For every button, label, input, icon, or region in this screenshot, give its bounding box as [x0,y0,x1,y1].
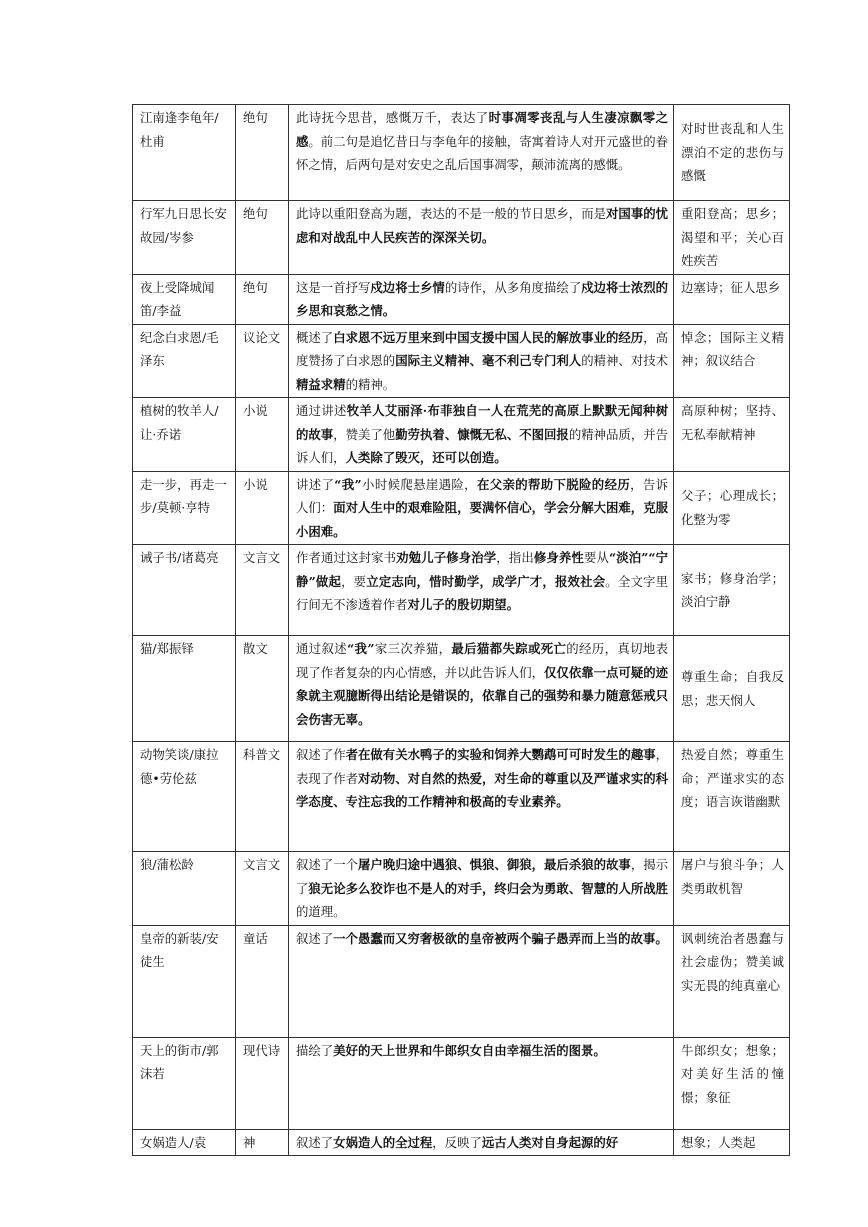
genre-cell: 文言文 [236,852,289,926]
themes-cell: 对时世丧乱和人生漂泊不定的悲伤与感慨 [674,105,790,201]
summary-bold-text: 对国事的忧虑和对战乱中人民疾苦的深深关切。 [296,206,669,245]
summary-bold-text: 一个愚蠢而又穷奢极欲的皇帝被两个骗子愚弄而上当的故事。 [333,930,668,946]
summary-cell [289,852,674,926]
summary-text: ，高度赞扬了白求恩的 [296,329,669,368]
summary-text: 此诗抚今思昔，感慨万千，表达了 [296,110,489,125]
themes-cell: 尊重生命；自我反思；悲天悯人 [674,636,790,742]
summary-bold-text: “我” [347,641,375,656]
genre-cell: 小说 [236,398,289,472]
summary-bold-text: 牧羊人艾丽泽·布菲独自一人在荒芜的高原上默默无闻种树的故事 [296,403,668,442]
themes-cell: 家书；修身治学；淡泊宁静 [674,545,790,636]
themes-cell: 想象；人类起 [674,1129,790,1156]
summary-bold-text: 在父亲的帮助下脱险的经历 [476,476,631,492]
summary-bold-text: 面对人生中的艰难险阻，要满怀信心，学会分解大困难，克服小困难。 [296,500,669,539]
summary-cell [289,471,674,545]
work-title-cell: 行军九日思长安故园/岑参 [133,201,236,275]
table-row [133,742,790,852]
summary-cell [289,1129,674,1156]
summary-text: 叙述了一个 [296,857,359,872]
summary-cell [289,398,674,472]
genre-cell: 神 [236,1129,289,1156]
summary-bold-text: “我” [334,476,362,492]
summary-text: 的精神品质，并告诉人们， [296,426,669,465]
themes-cell: 讽刺统治者愚蠢与社会虚伪；赞美诚实无畏的纯真童心 [674,925,790,1037]
summary-bold-text: 美好的天上世界和牛郎织女自由幸福生活的图景。 [333,1042,606,1058]
work-title-cell: 植树的牧羊人/让·乔诺 [133,398,236,472]
summary-text: 概述了 [296,329,334,345]
genre-cell: 科普文 [236,742,289,852]
summary-text: 叙述了作 [296,747,346,762]
summary-text: 的精神、对技术 [581,353,669,368]
summary-bold-text: 修身养性 [533,550,584,565]
summary-text: ，指出 [496,550,534,565]
summary-cell [289,545,674,636]
summary-bold-text: 白求恩不远万里来到中国支援中国人民的解放事业的经历 [333,329,644,345]
table-row [133,324,790,398]
table-row [133,201,790,275]
summary-text: ，赞美了他 [333,426,396,442]
summary-cell [289,925,674,1037]
work-title-cell: 猫/郑振铎 [133,636,236,742]
summary-text: 的经历，真切地表现了作者复杂的内心情感，并以此告诉人们， [296,641,669,680]
summary-text: 家三次养猫， [374,641,452,656]
table-body [133,105,790,1156]
work-title-cell: 夜上受降城闻笛/李益 [133,274,236,324]
summary-text: 叙述了 [296,1134,334,1150]
themes-cell: 边塞诗；征人思乡 [674,274,790,324]
summary-bold-text: 时事凋零丧乱与人生凄凉飘零之感 [296,110,669,149]
summary-text: ，表现了作者 [296,747,669,786]
genre-cell: 现代诗 [236,1037,289,1129]
summary-text: 的诗作，从多角度描绘了 [444,279,582,295]
themes-cell: 高原种树；坚持、无私奉献精神 [674,398,790,472]
themes-cell: 悼念；国际主义精神；叙议结合 [674,324,790,398]
table-row [133,471,790,545]
summary-cell [289,742,674,852]
summary-text: 通过讲述 [296,403,347,418]
work-title-cell: 动物笑谈/康拉德•劳伦兹 [133,742,236,852]
summary-bold-text: 国际主义精神、毫不利己专门利人 [395,353,582,368]
themes-cell: 重阳登高；思乡；渴望和平；关心百姓疾苦 [674,201,790,275]
genre-cell: 散文 [236,636,289,742]
literature-summary-table [132,104,790,1156]
summary-bold-text: 对儿子的殷切期望。 [407,597,520,612]
work-title-cell: 天上的街市/郭沫若 [133,1037,236,1129]
summary-text: ，反映了 [432,1134,482,1150]
table-row [133,105,790,201]
genre-cell: 议论文 [236,324,289,398]
summary-text: 这是一首抒写 [296,279,371,295]
summary-text: ，告诉人们： [296,476,669,515]
summary-bold-text: “淡泊”“宁静”做起 [296,550,669,589]
themes-cell: 父子；心理成长；化整为零 [674,471,790,545]
summary-cell [289,1037,674,1129]
table-row [133,1129,790,1156]
summary-bold-text: 女娲造人的全过程 [333,1134,433,1150]
table-row [133,852,790,926]
table-row [133,545,790,636]
themes-cell: 屠户与狼斗争；人类勇敢机智 [674,852,790,926]
summary-text: 此诗以重阳登高为题，表达的不是一般的节日思乡，而是 [296,206,607,221]
summary-bold-text: 仅仅依靠一点可疑的迹象就主观臆断得出结论是错误的，依靠自己的强势和暴力随意惩戒只会伤害无辜。 [296,664,669,727]
work-title-cell: 女娲造人/袁 [133,1129,236,1156]
summary-text: ，要 [341,573,367,589]
summary-text: 的精神。 [345,376,396,392]
work-title-cell: 纪念白求恩/毛泽东 [133,324,236,398]
summary-text: 。全文字里行间无不渗透着作者 [296,573,668,612]
summary-cell [289,274,674,324]
summary-text: 。前二句是追忆昔日与李龟年的接触，寄寓着诗人对开元盛世的眷怀之情，后两句是对安史之乱后国事凋零，颠沛流离的感慨。 [296,133,669,172]
work-title-cell: 皇帝的新装/安徒生 [133,925,236,1037]
summary-cell [289,105,674,201]
summary-bold-text: 劝勉儿子修身治学 [396,550,497,565]
themes-cell: 热爱自然；尊重生命；严谨求实的态度；语言诙谐幽默 [674,742,790,852]
table-row [133,925,790,1037]
work-title-cell: 狼/蒲松龄 [133,852,236,926]
summary-bold-text: 勤劳执着、慷慨无私、不图回报 [395,426,569,442]
summary-text: 通过叙述 [296,641,348,656]
summary-bold-text: 戍边将士乡情 [370,279,445,295]
summary-bold-text: 精益求精 [296,376,346,392]
table-row [133,636,790,742]
summary-text: 作者通过这封家书 [296,550,397,565]
summary-text: ，揭示了 [296,857,669,896]
genre-cell: 小说 [236,471,289,545]
genre-cell: 绝句 [236,274,289,324]
summary-cell [289,636,674,742]
summary-cell [289,201,674,275]
summary-text: 小时候爬悬崖遇险， [361,476,477,492]
summary-bold-text: 狼无论多么狡诈也不是人的对手，终归会为勇敢、智慧的人所战胜 [308,880,669,896]
summary-cell [289,324,674,398]
work-title-cell: 诫子书/诸葛亮 [133,545,236,636]
genre-cell: 童话 [236,925,289,1037]
summary-text: 的道理。 [296,904,346,919]
work-title-cell: 江南逢李龟年/杜甫 [133,105,236,201]
summary-bold-text: 立定志向，惜时勤学，成学广才，报效社会 [366,573,606,589]
table-row [133,398,790,472]
summary-text: 叙述了 [296,930,334,946]
summary-text: 描绘了 [296,1042,334,1058]
summary-text: 讲述了 [296,476,335,492]
summary-bold-text: 者在做有关水鸭子的实验和饲养大鹦鹉可可时发生的趣事 [345,747,656,762]
summary-bold-text: 戍边将士浓烈的乡思和哀愁之情。 [296,279,669,318]
genre-cell: 绝句 [236,201,289,275]
summary-bold-text: 对动物、对自然的热爱，对生命的尊重以及严谨求实的科学态度、专注忘我的工作精神和极高的专业素养。 [296,770,669,809]
genre-cell: 文言文 [236,545,289,636]
table-row [133,274,790,324]
summary-bold-text: 屠户晚归途中遇狼、惧狼、御狼，最后杀狼的故事 [358,857,631,872]
table-row [133,1037,790,1129]
summary-text: 要从 [583,550,609,565]
themes-cell: 牛郎织女；想象；对美好生活的憧憬；象征 [674,1037,790,1129]
summary-bold-text: 远古人类对自身起源的好 [481,1134,619,1150]
summary-bold-text: 人类除了毁灭，还可以创造。 [345,450,507,465]
work-title-cell: 走一步，再走一步/莫顿·亨特 [133,471,236,545]
genre-cell: 绝句 [236,105,289,201]
summary-bold-text: 最后猫都失踪或死亡 [451,641,567,656]
